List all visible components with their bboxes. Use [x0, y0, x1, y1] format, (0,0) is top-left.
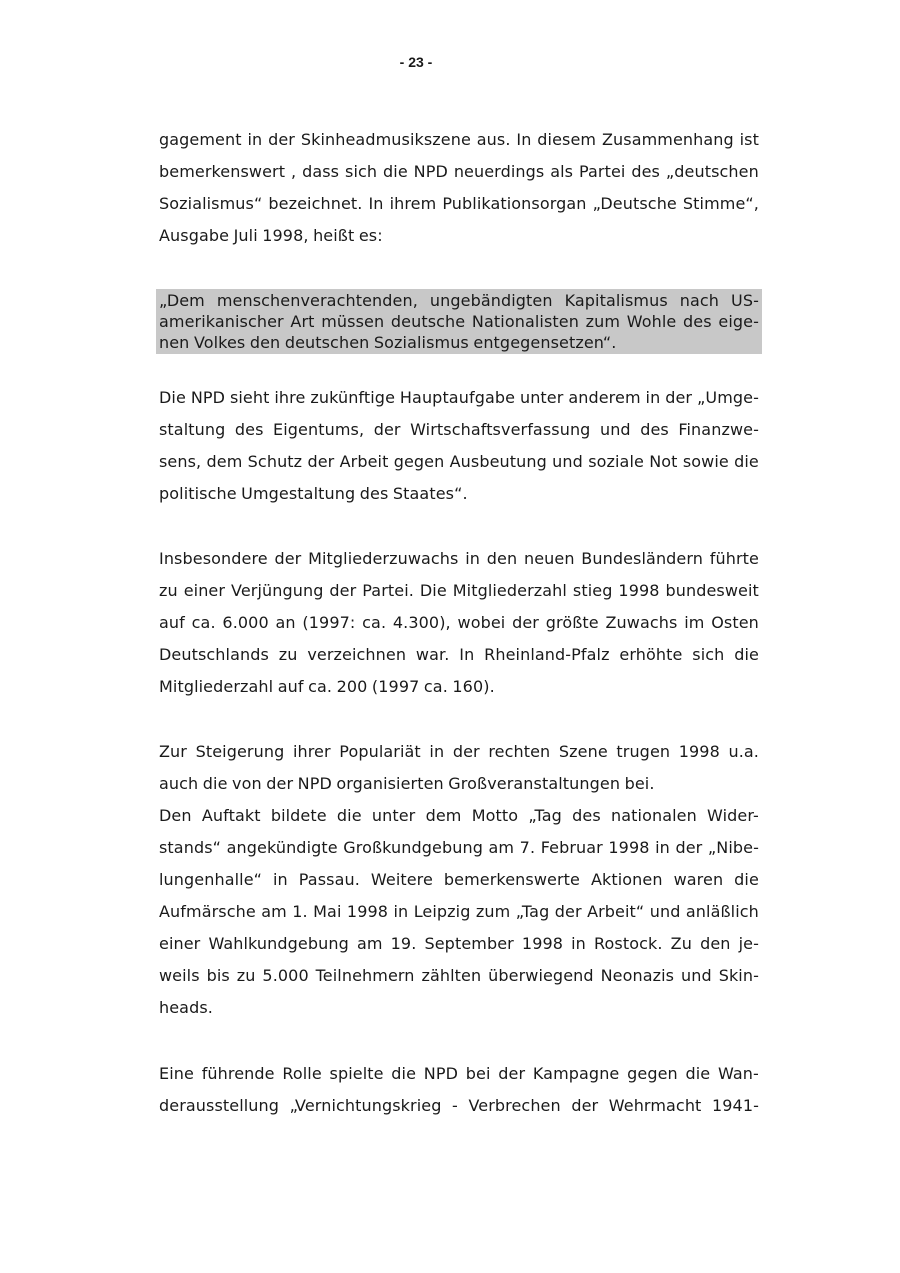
text-line: gagement in der Skinheadmusikszene aus. In diesem Zusammenhang ist: [159, 130, 759, 149]
text-line: Sozialismus“ bezeichnet. In ihrem Publikationsorgan „Deutsche Stimme“,: [159, 194, 759, 213]
text-line: zu einer Verjüngung der Partei. Die Mitgliederzahl stieg 1998 bundesweit: [159, 581, 759, 600]
text-line: Insbesondere der Mitgliederzuwachs in den neuen Bundesländern führte: [159, 549, 759, 568]
text-line: Aufmärsche am 1. Mai 1998 in Leipzig zum „Tag der Arbeit“ und anläßlich: [159, 902, 759, 921]
text-line: Ausgabe Juli 1998, heißt es:: [159, 226, 383, 245]
text-line: derausstellung „Vernichtungskrieg - Verbrechen der Wehrmacht 1941-: [159, 1096, 759, 1115]
text-line: stands“ angekündigte Großkundgebung am 7. Februar 1998 in der „Nibe-: [159, 838, 759, 857]
text-line: nen Volkes den deutschen Sozialismus entgegensetzen“.: [159, 333, 617, 352]
text-line: Mitgliederzahl auf ca. 200 (1997 ca. 160).: [159, 677, 495, 696]
text-line: „Dem menschenverachtenden, ungebändigten Kapitalismus nach US-: [159, 291, 759, 310]
page-number: - 23 -: [399, 54, 433, 70]
text-line: Zur Steigerung ihrer Populariät in der rechten Szene trugen 1998 u.a.: [159, 742, 759, 761]
text-line: weils bis zu 5.000 Teilnehmern zählten überwiegend Neonazis und Skin-: [159, 966, 759, 985]
text-line: amerikanischer Art müssen deutsche Nationalisten zum Wohle des eige-: [159, 312, 759, 331]
text-line: staltung des Eigentums, der Wirtschaftsverfassung und des Finanzwe-: [159, 420, 759, 439]
text-line: lungenhalle“ in Passau. Weitere bemerkenswerte Aktionen waren die: [159, 870, 759, 889]
text-line: auf ca. 6.000 an (1997: ca. 4.300), wobei der größte Zuwachs im Osten: [159, 613, 759, 632]
text-line: sens, dem Schutz der Arbeit gegen Ausbeutung und soziale Not sowie die: [159, 452, 759, 471]
text-line: heads.: [159, 998, 213, 1017]
text-line: Die NPD sieht ihre zukünftige Hauptaufgabe unter anderem in der „Umge-: [159, 388, 759, 407]
text-line: einer Wahlkundgebung am 19. September 1998 in Rostock. Zu den je-: [159, 934, 759, 953]
text-line: politische Umgestaltung des Staates“.: [159, 484, 468, 503]
text-line: auch die von der NPD organisierten Großveranstaltungen bei.: [159, 774, 655, 793]
text-line: Deutschlands zu verzeichnen war. In Rheinland-Pfalz erhöhte sich die: [159, 645, 759, 664]
text-line: Den Auftakt bildete die unter dem Motto „Tag des nationalen Wider-: [159, 806, 759, 825]
text-line: bemerkenswert , dass sich die NPD neuerdings als Partei des „deutschen: [159, 162, 759, 181]
text-line: Eine führende Rolle spielte die NPD bei der Kampagne gegen die Wan-: [159, 1064, 759, 1083]
